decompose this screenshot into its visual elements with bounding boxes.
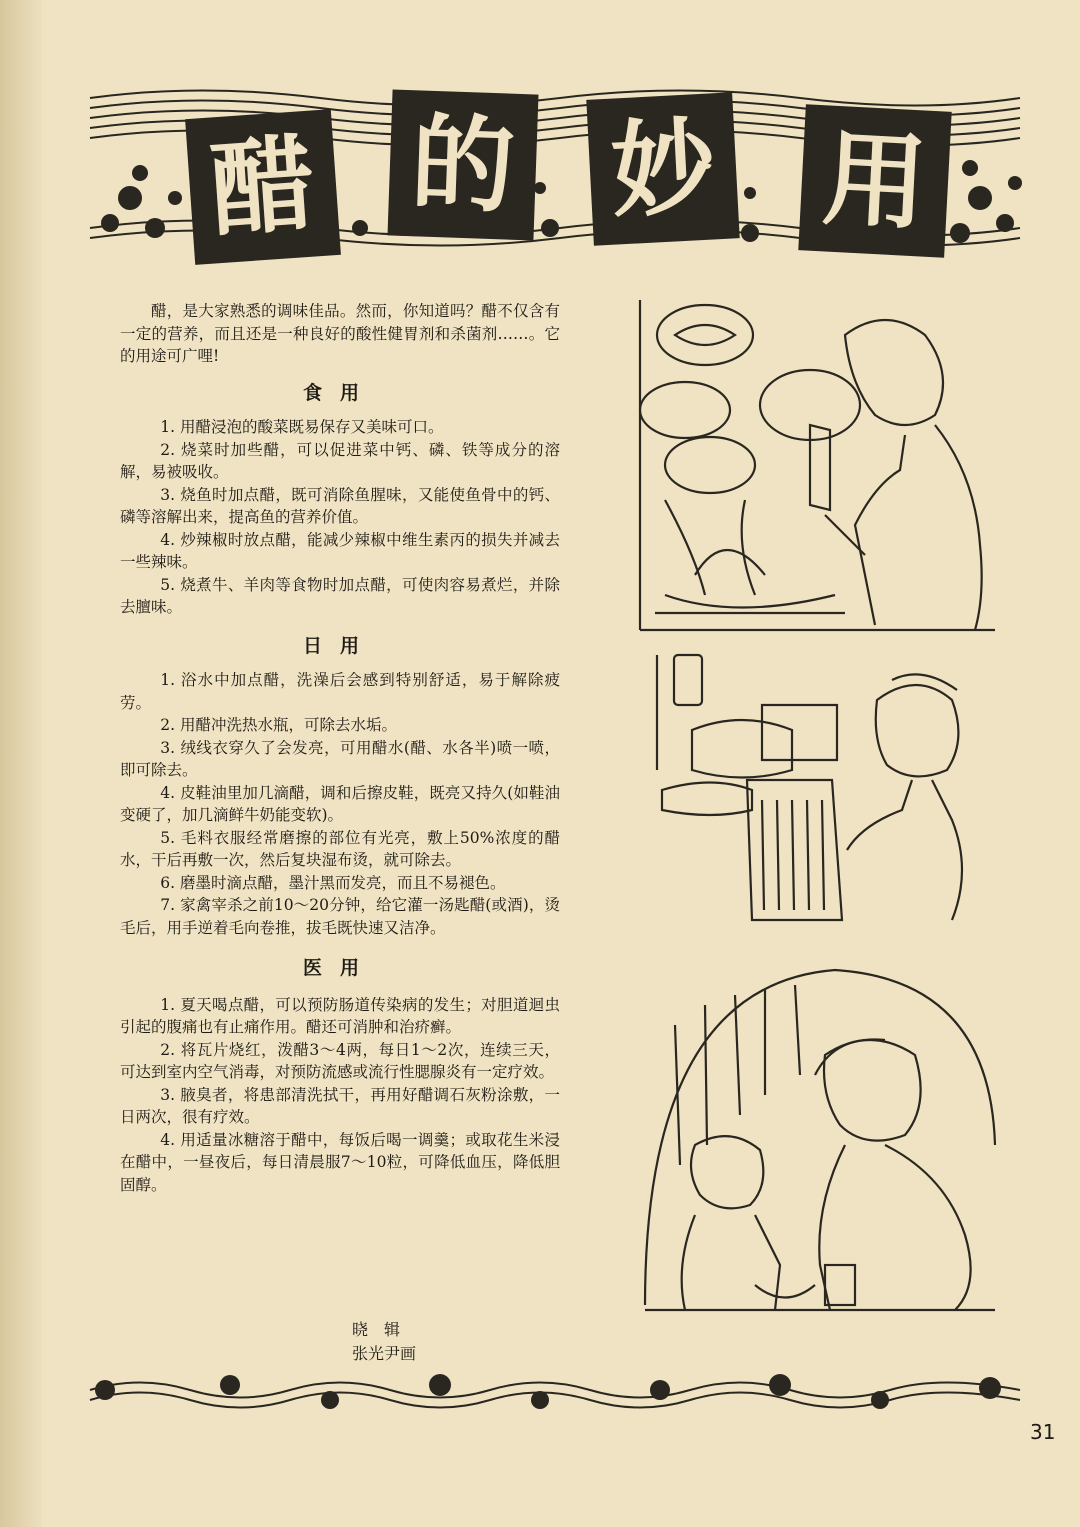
food-item: 1. 用醋浸泡的酸菜既易保存又美味可口。 [160,418,444,436]
daily-item: 5. 毛料衣服经常磨擦的部位有光亮，敷上50%浓度的醋水，干后再敷一次，然后复块湿布烫，就可除去。 [120,828,560,869]
title-char-1: 醋 [185,109,341,265]
bottom-border [80,1360,1030,1420]
section-heading-daily: 日用 [302,634,377,657]
credits [352,1318,416,1366]
page-number: 31 [1030,1420,1056,1444]
intro-paragraph: 醋，是大家熟悉的调味佳品。然而，你知道吗？醋不仅含有一定的营养，而且还是一种良好的酸性健胃剂和杀菌剂……。它的用途可广哩! [120,302,560,365]
sweater-illustration [652,650,982,930]
food-item: 5. 烧煮牛、羊肉等食物时加点醋，可使肉容易煮烂，并除去膻味。 [120,575,560,616]
mother-child-illustration [635,965,1005,1335]
food-item: 2. 烧菜时加些醋，可以促进菜中钙、磷、铁等成分的溶解，易被吸收。 [120,440,560,481]
editor-credit: 晓 辑 [352,1320,401,1339]
cooking-illustration [635,295,1005,640]
medical-item: 3. 腋臭者，将患部清洗拭干，再用好醋调石灰粉涂敷，一日两次，很有疗效。 [120,1085,560,1126]
title-char-4: 用 [798,104,951,257]
medical-item: 4. 用适量冰糖溶于醋中，每饭后喝一调羹；或取花生米浸在醋中，一昼夜后，每日清晨服7～10粒，可降低血压，降低胆固醇。 [120,1130,560,1194]
food-item: 3. 烧鱼时加点醋，既可消除鱼腥味，又能使鱼骨中的钙、磷等溶解出来，提高鱼的营养价值。 [120,485,560,526]
daily-item: 4. 皮鞋油里加几滴醋，调和后擦皮鞋，既亮又持久(如鞋油变硬了，加几滴鲜牛奶能变软)。 [120,783,560,824]
illustrator-credit: 张光尹画 [352,1344,417,1363]
daily-item: 7. 家禽宰杀之前10～20分钟，给它灌一汤匙醋(或酒)，烫毛后，用手逆着毛向卷推，拔毛既快速又洁净。 [120,896,560,937]
daily-item: 2. 用醋冲洗热水瓶，可除去水垢。 [160,716,398,734]
title-char-2: 的 [387,89,538,240]
paper-edge [0,0,42,1527]
daily-item: 3. 绒线衣穿久了会发亮，可用醋水(醋、水各半)喷一喷，即可除去。 [120,738,560,779]
title-char-3: 妙 [586,92,739,245]
medical-item: 2. 将瓦片烧红，泼醋3～4两，每日1～2次，连续三天，可达到室内空气消毒，对预防流感或流行性腮腺炎有一定疗效。 [120,1040,560,1081]
title-banner [80,78,1030,268]
medical-item: 1. 夏天喝点醋，可以预防肠道传染病的发生；对胆道迴虫引起的腹痛也有止痛作用。醋还可消肿和治疥癣。 [120,995,560,1036]
article-body [120,300,560,1196]
section-heading-food: 食用 [302,381,377,404]
daily-item: 6. 磨墨时滴点醋，墨汁黑而发亮，而且不易褪色。 [160,873,506,892]
section-heading-medical: 医用 [302,957,377,979]
food-item: 4. 炒辣椒时放点醋，能减少辣椒中维生素丙的损失并减去一些辣味。 [120,530,560,571]
daily-item: 1. 浴水中加点醋，洗澡后会感到特别舒适，易于解除疲劳。 [120,671,560,712]
